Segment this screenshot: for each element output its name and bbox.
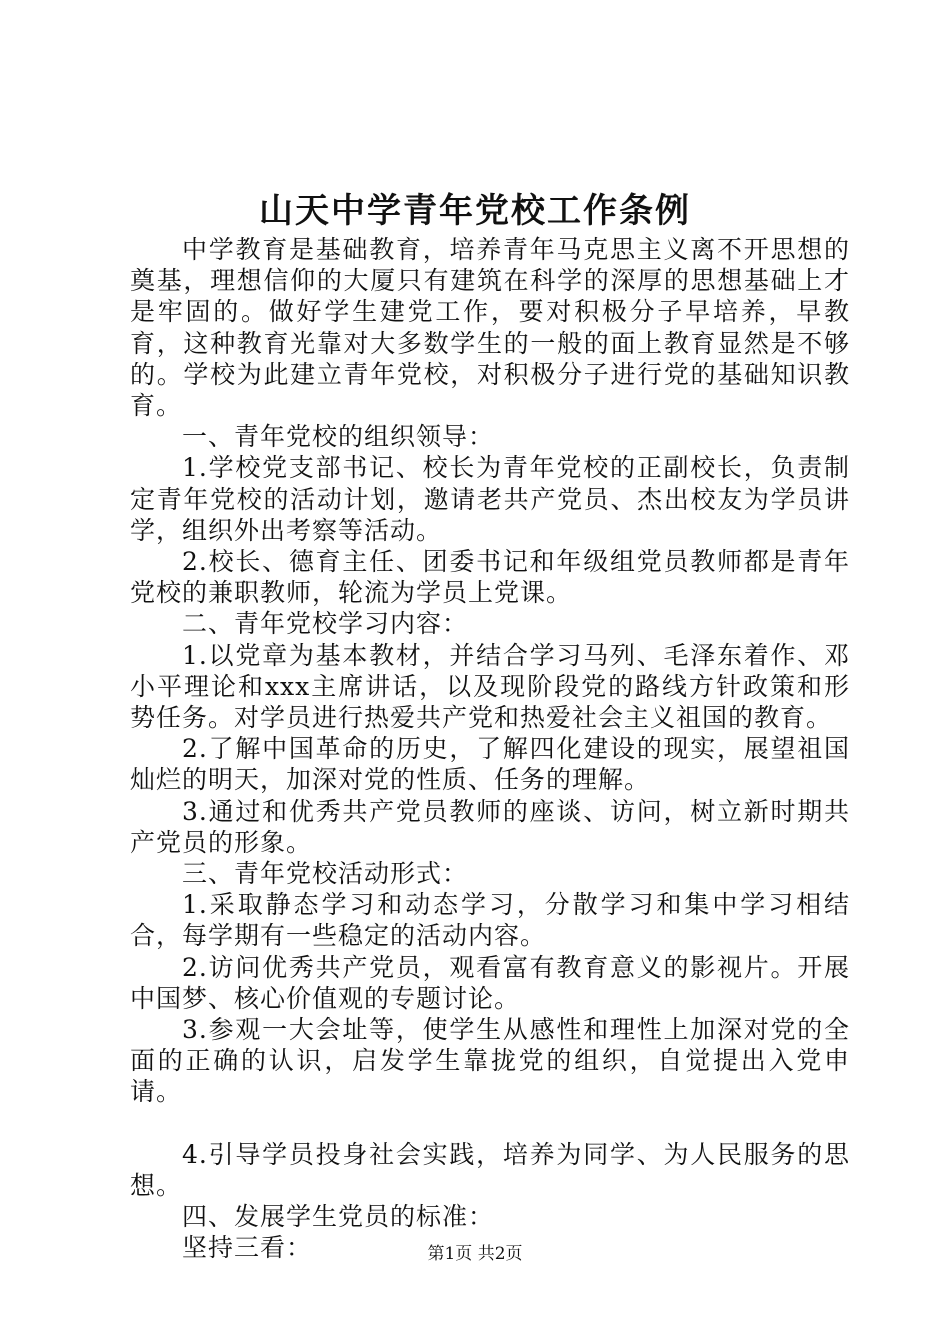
paragraph-2-2: 2.了解中国革命的历史，了解四化建设的现实，展望祖国灿烂的明天，加深对党的性质、任务的理解。 <box>130 734 850 795</box>
section-heading-4: 四、发展学生党员的标准： <box>182 1202 495 1232</box>
paragraph-3-1: 1.采取静态学习和动态学习，分散学习和集中学习相结合，每学期有一些稳定的活动内容。 <box>130 890 850 951</box>
document-title: 山天中学青年党校工作条例 <box>259 191 691 231</box>
document-body <box>130 234 850 1264</box>
paragraph-1-2: 2.校长、德育主任、团委书记和年级组党员教师都是青年党校的兼职教师，轮流为学员上党课。 <box>130 547 850 608</box>
paragraph-4-intro: 坚持三看： <box>182 1233 313 1263</box>
paragraph-2-1: 1.以党章为基本教材，并结合学习马列、毛泽东着作、邓小平理论和xxx主席讲话，以及现阶段党的路线方针政策和形势任务。对学员进行热爱共产党和热爱社会主义祖国的教育。 <box>130 640 850 733</box>
paragraph-1-1: 1.学校党支部书记、校长为青年党校的正副校长，负责制定青年党校的活动计划，邀请老共产党员、杰出校友为学员讲学，组织外出考察等活动。 <box>130 453 850 545</box>
paragraph-3-3: 3.参观一大会址等，使学生从感性和理性上加深对党的全面的正确的认识，启发学生靠拢党的组织，自觉提出入党申请。 <box>130 1015 850 1107</box>
paragraph-3-4: 4.引导学员投身社会实践，培养为同学、为人民服务的思想。 <box>130 1139 850 1200</box>
page-number-footer: 第1页 共2页 <box>427 1244 523 1264</box>
paragraph-3-2: 2.访问优秀共产党员，观看富有教育意义的影视片。开展中国梦、核心价值观的专题讨论。 <box>130 952 850 1013</box>
paragraph-intro: 中学教育是基础教育，培养青年马克思主义离不开思想的奠基，理想信仰的大厦只有建筑在科学的深厚的思想基础上才是牢固的。做好学生建党工作，要对积极分子早培养，早教育，这种教育光靠对大多数学生的一般的面上教育显然是不够的。学校为此建立青年党校，对积极分子进行党的基础知识教育。 <box>130 235 850 421</box>
section-heading-3: 三、青年党校活动形式： <box>182 859 469 889</box>
paragraph-2-3: 3.通过和优秀共产党员教师的座谈、访问，树立新时期共产党员的形象。 <box>130 796 850 857</box>
section-heading-1: 一、青年党校的组织领导： <box>182 422 495 452</box>
section-heading-2: 二、青年党校学习内容： <box>182 609 469 639</box>
